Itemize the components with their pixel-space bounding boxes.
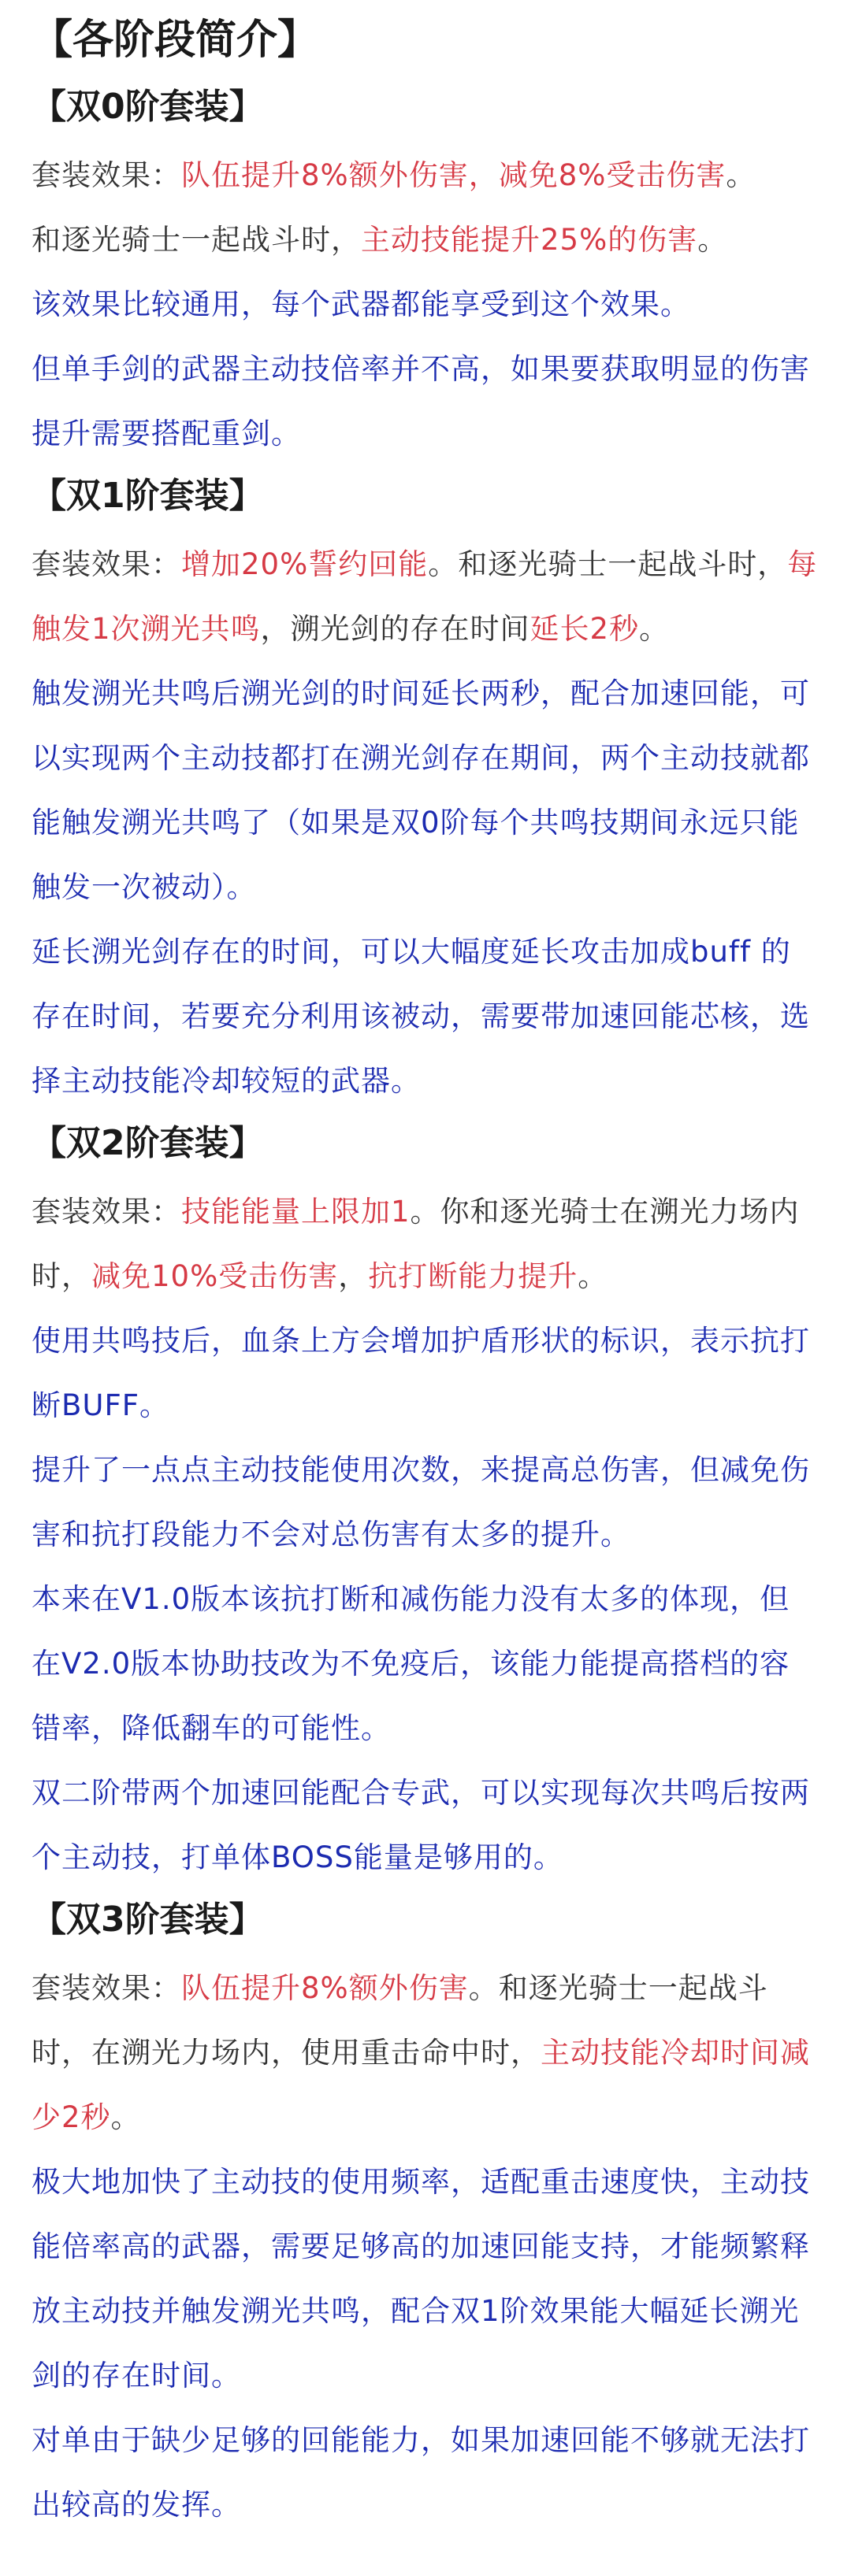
body-text: 。 [110, 2100, 141, 2134]
body-text: 。 [578, 1259, 608, 1293]
highlight-text: 主动技能提升25%的伤害 [361, 223, 698, 257]
section-heading: 【双3阶套装】 [32, 1900, 264, 1940]
body-text: 套装效果： [32, 1195, 181, 1229]
highlight-text: 每触发1次溯光共鸣 [32, 547, 818, 646]
highlight-text: 主动技能冷却时间减少2秒 [32, 2036, 810, 2134]
commentary-text: 该效果比较通用，每个武器都能享受到这个效果。 [32, 287, 690, 321]
body-text: ，溯光剑的存在时间 [260, 612, 530, 646]
body-text: 。 [726, 158, 756, 192]
commentary-text: 延长溯光剑存在的时间，可以大幅度延长攻击加成buff 的存在时间，若要充分利用该被动，需要带加速回能芯核，选择主动技能冷却较短的武器。 [32, 935, 810, 1098]
paragraph [32, 662, 819, 920]
paragraph [32, 1956, 819, 2150]
paragraph [32, 2150, 819, 2408]
paragraph [32, 1567, 819, 1761]
sections-container [32, 82, 819, 2537]
paragraph [32, 532, 819, 662]
paragraph [32, 143, 819, 208]
highlight-text: 技能能量上限加1 [181, 1195, 411, 1229]
paragraph [32, 1438, 819, 1567]
paragraph [32, 1309, 819, 1438]
body-text: 套装效果： [32, 1971, 181, 2005]
highlight-text: 延长2秒 [530, 612, 640, 646]
paragraph [32, 2408, 819, 2537]
body-text: 。 [697, 223, 728, 257]
body-text: 套装效果： [32, 547, 181, 581]
body-text: 套装效果： [32, 158, 181, 192]
paragraph [32, 1761, 819, 1890]
commentary-text: 但单手剑的武器主动技倍率并不高，如果要获取明显的伤害提升需要搭配重剑。 [32, 352, 810, 450]
paragraph [32, 920, 819, 1114]
commentary-text: 提升了一点点主动技能使用次数，来提高总伤害，但减免伤害和抗打段能力不会对总伤害有太多的提升。 [32, 1453, 810, 1551]
highlight-text: 减免10%受击伤害 [91, 1259, 339, 1293]
paragraph [32, 337, 819, 466]
section-heading: 【双1阶套装】 [32, 476, 264, 516]
commentary-text: 对单由于缺少足够的回能能力，如果加速回能不够就无法打出较高的发挥。 [32, 2423, 810, 2522]
commentary-text: 双二阶带两个加速回能配合专武，可以实现每次共鸣后按两个主动技，打单体BOSS能量是够用的。 [32, 1776, 810, 1874]
section-heading: 【双2阶套装】 [32, 1123, 264, 1163]
highlight-text: 队伍提升8%额外伤害，减免8%受击伤害 [181, 158, 727, 192]
commentary-text: 触发溯光共鸣后溯光剑的时间延长两秒，配合加速回能，可以实现两个主动技都打在溯光剑存在期间，两个主动技就都能触发溯光共鸣了（如果是双0阶每个共鸣技期间永远只能触发一次被动）。 [32, 676, 810, 904]
highlight-text: 队伍提升8%额外伤害 [181, 1971, 469, 2005]
paragraph [32, 272, 819, 337]
section-heading: 【双0阶套装】 [32, 87, 264, 127]
body-text: ， [338, 1259, 369, 1293]
body-text: 和逐光骑士一起战斗时， [32, 223, 361, 257]
highlight-text: 增加20%誓约回能 [181, 547, 429, 581]
body-text: 。你和逐光骑士在溯光力场内时， [32, 1195, 800, 1293]
commentary-text: 本来在V1.0版本该抗打断和减伤能力没有太多的体现，但在V2.0版本协助技改为不免疫后，该能力能提高搭档的容错率，降低翻车的可能性。 [32, 1582, 790, 1745]
paragraph [32, 208, 819, 272]
body-text: 。 [639, 612, 670, 646]
highlight-text: 抗打断能力提升 [368, 1259, 578, 1293]
paragraph [32, 1180, 819, 1309]
body-text: 。和逐光骑士一起战斗时， [428, 547, 788, 581]
commentary-text: 极大地加快了主动技的使用频率，适配重击速度快，主动技能倍率高的武器，需要足够高的加速回能支持，才能频繁释放主动技并触发溯光共鸣，配合双1阶效果能大幅延长溯光剑的存在时间。 [32, 2165, 810, 2393]
commentary-text: 使用共鸣技后，血条上方会增加护盾形状的标识，表示抗打断BUFF。 [32, 1324, 810, 1422]
page-title: 【各阶段简介】 [32, 17, 319, 64]
body-text: 。和逐光骑士一起战斗时，在溯光力场内，使用重击命中时， [32, 1971, 768, 2070]
